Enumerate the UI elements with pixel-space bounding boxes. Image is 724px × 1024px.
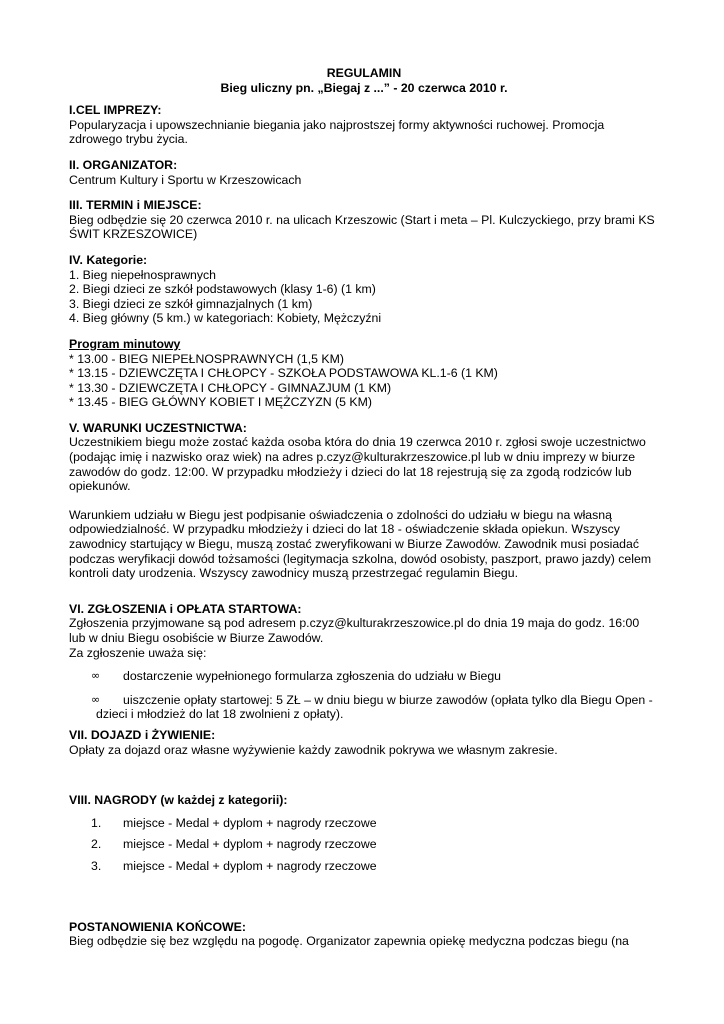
program-item: * 13.15 - DZIEWCZĘTA I CHŁOPCY - SZKOŁA PODSTAWOWA KL.1-6 (1 KM) <box>69 366 498 381</box>
nagroda-number: 1. <box>91 815 102 830</box>
section-dojazd <box>69 728 659 757</box>
section-kategorie <box>69 253 659 326</box>
section-termin <box>69 198 659 242</box>
document-subtitle: Bieg uliczny pn. „Biegaj z ...” - 20 czerwca 2010 r. <box>220 80 508 95</box>
program-item: * 13.00 - BIEG NIEPEŁNOSPRAWNYCH (1,5 KM) <box>69 351 344 366</box>
nagroda-item <box>69 816 659 831</box>
section-organizator-text: Centrum Kultury i Sportu w Krzeszowicach <box>69 172 302 187</box>
section-cel <box>69 103 659 147</box>
section-program-heading: Program minutowy <box>69 336 181 351</box>
section-warunki-heading: V. WARUNKI UCZESTNICTWA: <box>69 420 247 435</box>
kategoria-item: 4. Bieg główny (5 km.) w kategoriach: Kobiety, Mężczyźni <box>69 311 382 326</box>
zgloszenie-bullet <box>69 669 659 684</box>
section-zgloszenia <box>69 602 659 722</box>
section-dojazd-heading: VII. DOJAZD i ŻYWIENIE: <box>69 727 216 742</box>
nagroda-text: miejsce - Medal + dyplom + nagrody rzeczowe <box>123 837 377 852</box>
zgloszenie-bullet-text: uiszczenie opłaty startowej: 5 ZŁ – w dniu biegu w biurze zawodów (opłata tylko dla Biegu Open - dzieci i młodzież do lat 18 zwolnieni z opłaty). <box>96 692 653 722</box>
section-termin-text: Bieg odbędzie się 20 czerwca 2010 r. na ulicach Krzeszowic (Start i meta – Pl. Kulczyckiego, przy brami KS ŚWIT KRZESZOWICE) <box>69 212 655 242</box>
section-zgloszenia-intro: Za zgłoszenie uważa się: <box>69 645 207 660</box>
nagroda-text: miejsce - Medal + dyplom + nagrody rzeczowe <box>123 815 377 830</box>
program-item: * 13.45 - BIEG GŁÓWNY KOBIET I MĘŻCZYZN (5 KM) <box>69 395 372 410</box>
section-nagrody <box>69 793 659 873</box>
section-dojazd-text: Opłaty za dojazd oraz własne wyżywienie każdy zawodnik pokrywa we własnym zakresie. <box>69 742 558 757</box>
kategoria-item: 2. Biegi dzieci ze szkół podstawowych (klasy 1-6) (1 km) <box>69 282 376 297</box>
section-organizator-heading: II. ORGANIZATOR: <box>69 157 178 172</box>
section-postanowienia-heading: POSTANOWIENIA KOŃCOWE: <box>69 919 246 934</box>
section-warunki-paragraph-1: Uczestnikiem biegu może zostać każda osoba która do dnia 19 czerwca 2010 r. zgłosi swoje uczestnictwo (podając imię i nazwisko oraz wiek) na adres p.czyz@kulturakrzeszowice.pl lub w dniu imprezy w biurze zawodów do godz. 12:00. W przypadku młodzieży i dzieci do lat 18 rejestrują się za zgodą rodziców lub opiekunów. <box>69 435 646 494</box>
section-postanowienia-text: Bieg odbędzie się bez względu na pogodę. Organizator zapewnia opiekę medyczna podczas biegu (na <box>69 934 629 949</box>
nagroda-item <box>69 859 659 874</box>
document-page <box>69 66 659 949</box>
document-title: REGULAMIN <box>326 66 402 80</box>
kategoria-item: 3. Biegi dzieci ze szkół gimnazjalnych (1 km) <box>69 296 313 311</box>
program-item: * 13.30 - DZIEWCZĘTA I CHŁOPCY - GIMNAZJUM (1 KM) <box>69 380 392 395</box>
section-warunki <box>69 421 659 581</box>
section-kategorie-heading: IV. Kategorie: <box>69 252 148 267</box>
section-nagrody-heading: VIII. NAGRODY (w każdej z kategorii): <box>69 793 288 808</box>
section-cel-heading: I.CEL IMPREZY: <box>69 103 162 118</box>
section-termin-heading: III. TERMIN i MIEJSCE: <box>69 198 202 213</box>
section-cel-text: Popularyzacja i upowszechnianie biegania jako najprostszej formy aktywności ruchowej. Promocja zdrowego trybu życia. <box>69 117 605 147</box>
infinity-bullet-icon: ∞ <box>91 669 101 683</box>
nagroda-text: miejsce - Medal + dyplom + nagrody rzeczowe <box>123 858 377 873</box>
section-warunki-paragraph-2: Warunkiem udziału w Biegu jest podpisanie oświadczenia o zdolności do udziału w biegu na własną odpowiedzialność. W przypadku młodzieży i dzieci do lat 18 - oświadczenie składa opiekun. Wszyscy zawodnicy startujący w Biegu, muszą zostać zweryfikowani w Biurze Zawodów. Zawodnik musi posiadać podczas weryfikacji dowód tożsamości (legitymacja szkolna, dowód osobisty, paszport, prawo jazdy) celem kontroli daty urodzenia. Wszyscy zawodnicy muszą przestrzegać regulamin Biegu. <box>69 507 652 581</box>
section-zgloszenia-heading: VI. ZGŁOSZENIA i OPŁATA STARTOWA: <box>69 601 302 616</box>
kategoria-item: 1. Bieg niepełnosprawnych <box>69 267 216 282</box>
nagroda-number: 3. <box>91 858 102 873</box>
infinity-bullet-icon: ∞ <box>91 692 101 706</box>
section-program <box>69 337 659 410</box>
nagroda-number: 2. <box>91 837 102 852</box>
section-zgloszenia-text: Zgłoszenia przyjmowane są pod adresem p.czyz@kulturakrzeszowice.pl do dnia 19 maja do godz. 16:00 lub w dniu Biegu osobiście w Biurze Zawodów. <box>69 616 640 645</box>
nagroda-item <box>69 837 659 852</box>
zgloszenie-bullet-text: dostarczenie wypełnionego formularza zgłoszenia do udziału w Biegu <box>123 669 502 684</box>
section-organizator <box>69 158 659 187</box>
section-postanowienia <box>69 920 659 949</box>
zgloszenie-bullet <box>69 693 659 722</box>
